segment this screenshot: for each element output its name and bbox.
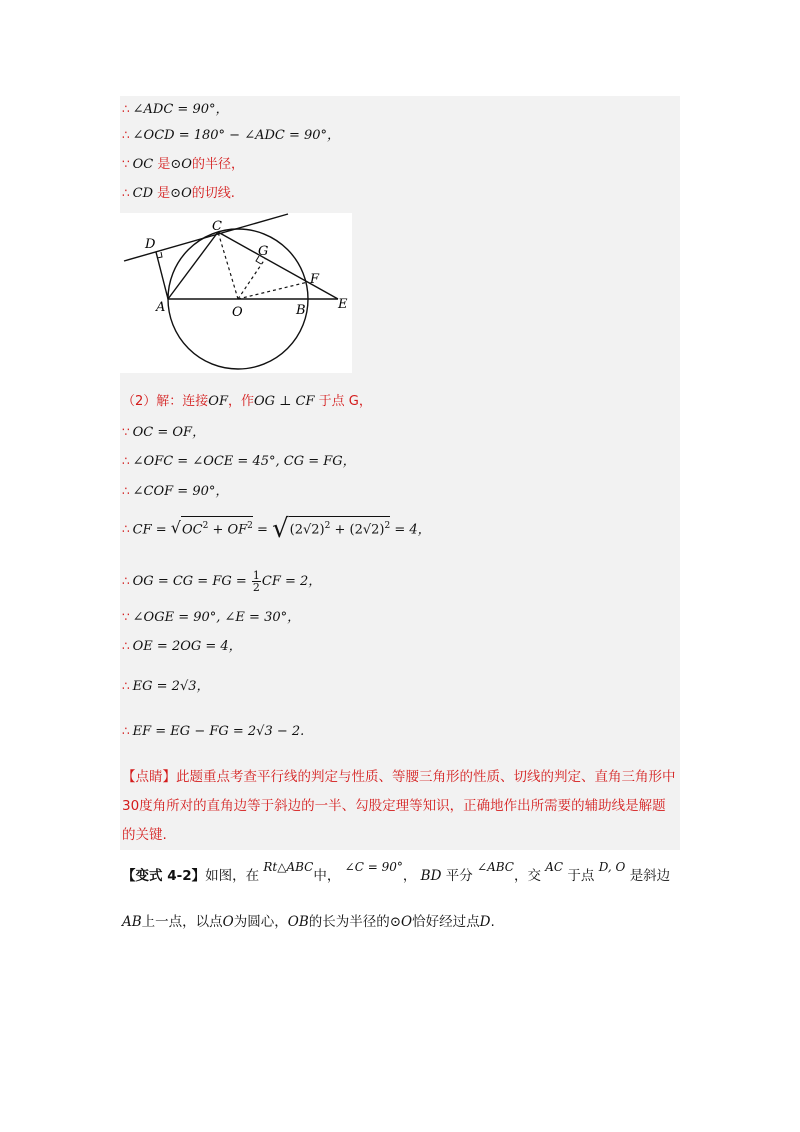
solution-line-2: ∴ ∠OCD = 180° − ∠ADC = 90°，	[122, 128, 341, 143]
segment-og-dashed	[238, 259, 265, 299]
solution-eq-6: ∵ ∠OGE = 90°, ∠E = 30°，	[122, 610, 301, 625]
radical-expression: $√(2√2)^2 + (2√2)^2$	[272, 514, 391, 545]
because-symbol: ∵	[122, 157, 130, 171]
note-paragraph	[122, 763, 678, 850]
fraction-half: $\frac{1}{2}$	[252, 569, 260, 594]
segment-da	[156, 252, 168, 299]
label-c: C	[212, 219, 222, 234]
therefore-symbol: ∴	[122, 128, 130, 142]
label-d: D	[145, 237, 156, 252]
solution-eq-4: ∴ CF = $√OC^2 + OF^2 = √(2√2)^2 + (2√2)^2 = 4$，	[122, 514, 431, 545]
label-e: E	[338, 297, 348, 312]
label-g: G	[258, 244, 269, 259]
radical-oc-of: $√OC^2 + OF^2$	[171, 522, 253, 537]
solution-line-1: ∴ ∠ADC = 90°，	[122, 102, 229, 117]
solution-eq-5: ∴ OG = CG = FG = $\frac{1}{2}$ CF = 2，	[122, 569, 322, 594]
segment-of-dashed	[238, 282, 308, 299]
solution-eq-3: ∴ ∠COF = 90°，	[122, 484, 229, 499]
note-text: 此题重点考查平行线的判定与性质、等腰三角形的性质、切线的判定、直角三角形中30度角所对的直角边等于斜边的一半、勾股定理等知识，正确地作出所需要的辅助线是解题的关键.	[122, 769, 676, 843]
therefore-symbol: ∴	[122, 186, 130, 200]
solution-eq-2: ∴ ∠OFC = ∠OCE = 45°, CG = FG，	[122, 454, 356, 469]
geometry-figure	[120, 213, 352, 373]
therefore-symbol: ∴	[122, 102, 130, 116]
solution-eq-1: ∵ OC = OF，	[122, 425, 206, 440]
geometry-diagram	[120, 213, 352, 373]
label-a: A	[156, 300, 166, 315]
solution-line-3: ∵ OC 是⊙O的半径，	[122, 157, 244, 172]
solution-eq-9: ∴ EF = EG − FG = 2√3 − 2.	[122, 724, 305, 739]
variant-line-2: AB上一点，以点O为圆心，OB的长为半径的⊙O恰好经过点D.	[122, 914, 495, 930]
solution-line-4: ∴ CD 是⊙O的切线.	[122, 186, 235, 201]
variant-line-1: 【变式 4-2】如图，在 Rt△ABC中， ∠C = 90°， BD 平分 ∠ABC，交 AC 于点 D, O 是斜边	[122, 860, 671, 884]
variant-label: 【变式 4-2】	[122, 868, 206, 884]
label-o: O	[232, 305, 243, 320]
label-f: F	[310, 272, 320, 287]
note-label: 【点睛】	[122, 769, 176, 785]
solution-eq-7: ∴ OE = 2OG = 4，	[122, 639, 242, 654]
solution-eq-8: ∴ EG = 2√3，	[122, 679, 210, 694]
solution-part2-intro: （2）解：连接OF，作OG ⊥ CF 于点 G，	[122, 394, 372, 409]
label-b: B	[296, 303, 306, 318]
segment-ac	[168, 232, 218, 299]
